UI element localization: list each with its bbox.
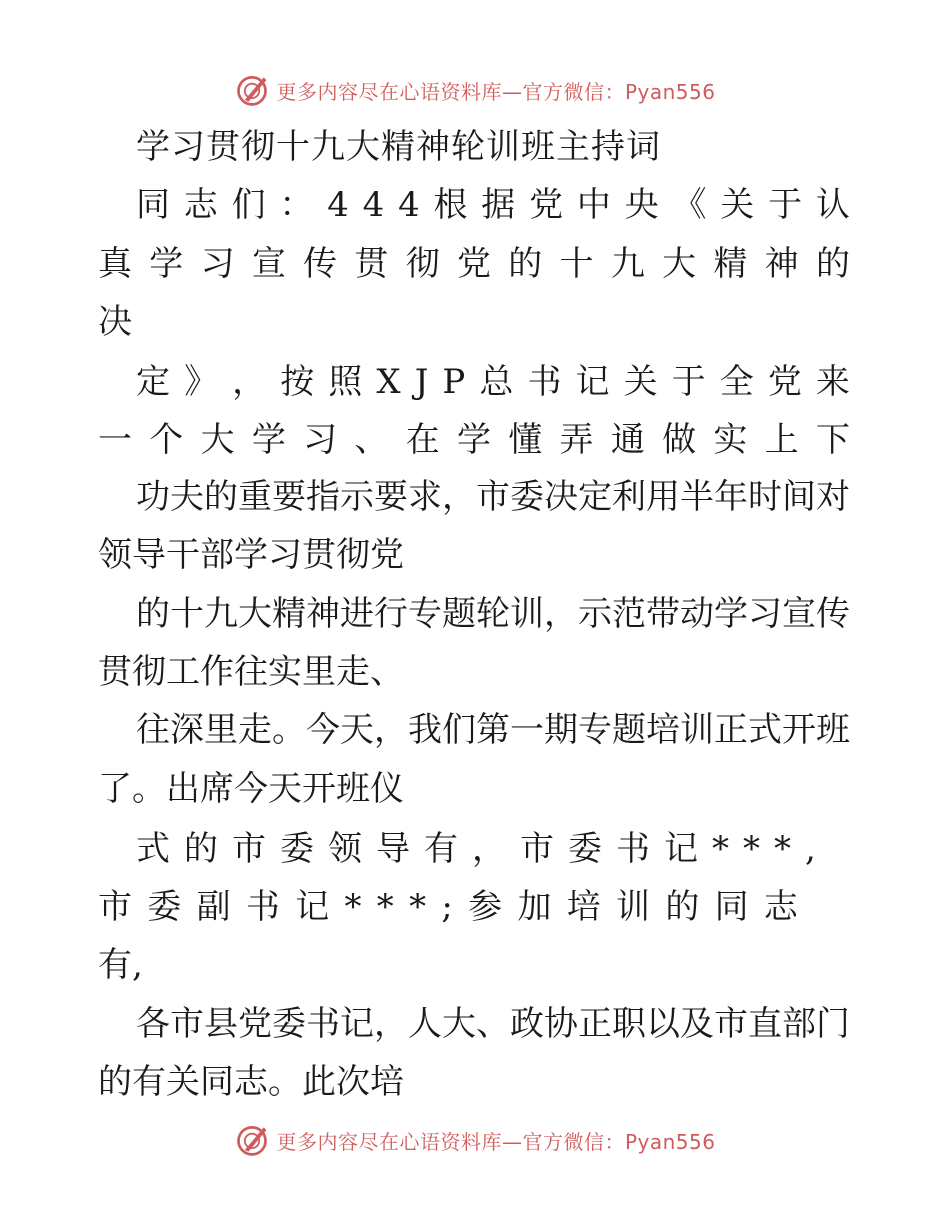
line-char: 宣 [251, 244, 286, 284]
line-char: 据 [481, 185, 516, 225]
line-char: 委 [568, 829, 602, 869]
line-char: 志 [183, 185, 218, 225]
line-char: 传 [303, 244, 338, 284]
line-char: ; [441, 887, 453, 927]
line-char: 市 [98, 887, 132, 927]
paragraph-line: 决 [98, 302, 132, 342]
line-char: 4 [398, 185, 420, 225]
line-char: P [442, 362, 466, 402]
paragraph-line: 各市县党委书记，人大、政协正职以及市直部门 [136, 1004, 850, 1044]
line-char: 按 [280, 362, 315, 402]
line-char: 大 [200, 420, 235, 460]
line-char: 书 [616, 829, 650, 869]
paragraph-line: 有, [98, 945, 143, 985]
line-char: 根 [433, 185, 468, 225]
line-char: 于 [671, 362, 706, 402]
line-char: * [409, 887, 427, 927]
line-char: 一 [98, 420, 132, 460]
line-char: 训 [616, 887, 651, 927]
line-char: 的 [508, 244, 543, 284]
line-char: 实 [713, 420, 748, 460]
line-char: 记 [664, 829, 698, 869]
paragraph-line: 的十九大精神进行专题轮训，示范带动学习宣传 [136, 594, 850, 634]
line-char: 照 [328, 362, 363, 402]
line-char: 市 [232, 829, 266, 869]
paragraph-line [136, 360, 850, 404]
line-char: 习 [200, 244, 235, 284]
paragraph-line: 了。出席今天开班仪 [98, 769, 404, 809]
paragraph-line [98, 242, 850, 286]
document-title: 学习贯彻十九大精神轮训班主持词 [136, 127, 661, 167]
line-char: 们 [231, 185, 266, 225]
line-char: 记 [295, 887, 330, 927]
line-char: 习 [303, 420, 338, 460]
line-char: 学 [251, 420, 286, 460]
line-char: 4 [327, 185, 349, 225]
line-char: 来 [815, 362, 850, 402]
line-char: 下 [815, 420, 850, 460]
line-char: 市 [520, 829, 554, 869]
line-char: 于 [768, 185, 803, 225]
line-char: ， [472, 829, 506, 869]
line-char: 个 [149, 420, 184, 460]
line-char: 委 [280, 829, 314, 869]
line-char: J [414, 362, 429, 402]
paragraph-line [98, 418, 850, 462]
line-char: 培 [566, 887, 601, 927]
line-char: 书 [527, 362, 562, 402]
line-char: 定 [136, 362, 170, 402]
line-char: 委 [147, 887, 182, 927]
line-char: 关 [623, 362, 658, 402]
line-char: 认 [815, 185, 850, 225]
line-char: 导 [376, 829, 410, 869]
line-char: 领 [328, 829, 362, 869]
line-char: 志 [763, 887, 798, 927]
paragraph-line: 贯彻工作往实里走、 [98, 652, 404, 692]
footer-watermark [0, 1120, 950, 1160]
line-char: 神 [764, 244, 799, 284]
line-char: 在 [405, 420, 440, 460]
line-char: * [774, 829, 791, 869]
line-char: 全 [719, 362, 754, 402]
line-char: 记 [575, 362, 610, 402]
line-char: 十 [559, 244, 594, 284]
line-char: 真 [98, 244, 132, 284]
paragraph-line [136, 183, 850, 227]
line-char: 懂 [508, 420, 543, 460]
line-char: 的 [815, 244, 850, 284]
paragraph-line: 功夫的重要指示要求，市委决定利用半年时间对 [136, 477, 850, 517]
line-char: 弄 [559, 420, 594, 460]
line-char: 参 [468, 887, 503, 927]
line-char: 副 [196, 887, 231, 927]
line-char: 中 [576, 185, 611, 225]
line-char: 的 [665, 887, 700, 927]
paragraph-line [98, 885, 798, 929]
line-char: 、 [354, 420, 389, 460]
line-char: 同 [136, 185, 170, 225]
paragraph-line: 领导干部学习贯彻党 [98, 535, 404, 575]
line-char: 4 [362, 185, 385, 225]
line-char: * [712, 829, 729, 869]
line-char: 彻 [405, 244, 440, 284]
watermark-text: 更多内容尽在心语资料库—官方微信：Pyan556 [276, 79, 716, 104]
line-char: 学 [456, 420, 491, 460]
line-char: 同 [714, 887, 749, 927]
line-char: 《 [672, 185, 707, 225]
line-char: * [344, 887, 362, 927]
line-char: 党 [529, 185, 564, 225]
paragraph-line [136, 827, 816, 871]
paragraph-line: 往深里走。今天，我们第一期专题培训正式开班 [136, 710, 850, 750]
line-char: 总 [479, 362, 514, 402]
line-char: 》 [184, 362, 219, 402]
line-char: 央 [624, 185, 659, 225]
line-char: 关 [720, 185, 755, 225]
line-char: ， [232, 362, 267, 402]
line-char: 的 [184, 829, 218, 869]
line-char: 通 [610, 420, 645, 460]
line-char: 上 [764, 420, 799, 460]
line-char: 学 [149, 244, 184, 284]
line-char: 做 [662, 420, 697, 460]
watermark-text: 更多内容尽在心语资料库—官方微信：Pyan556 [276, 1129, 716, 1154]
line-char: * [743, 829, 760, 869]
line-char: 有 [424, 829, 458, 869]
line-char: X [376, 362, 401, 402]
line-char: 精 [713, 244, 748, 284]
line-char: 党 [456, 244, 491, 284]
line-char: , [805, 829, 816, 869]
line-char: 贯 [354, 244, 389, 284]
brush-logo-icon [234, 1122, 270, 1158]
line-char: * [376, 887, 394, 927]
line-char: 式 [136, 829, 170, 869]
line-char: 书 [245, 887, 280, 927]
line-char: 加 [517, 887, 552, 927]
line-char: 九 [610, 244, 645, 284]
line-char: ： [279, 185, 314, 225]
line-char: 大 [662, 244, 697, 284]
paragraph-line: 的有关同志。此次培 [98, 1062, 404, 1102]
line-char: 党 [767, 362, 802, 402]
